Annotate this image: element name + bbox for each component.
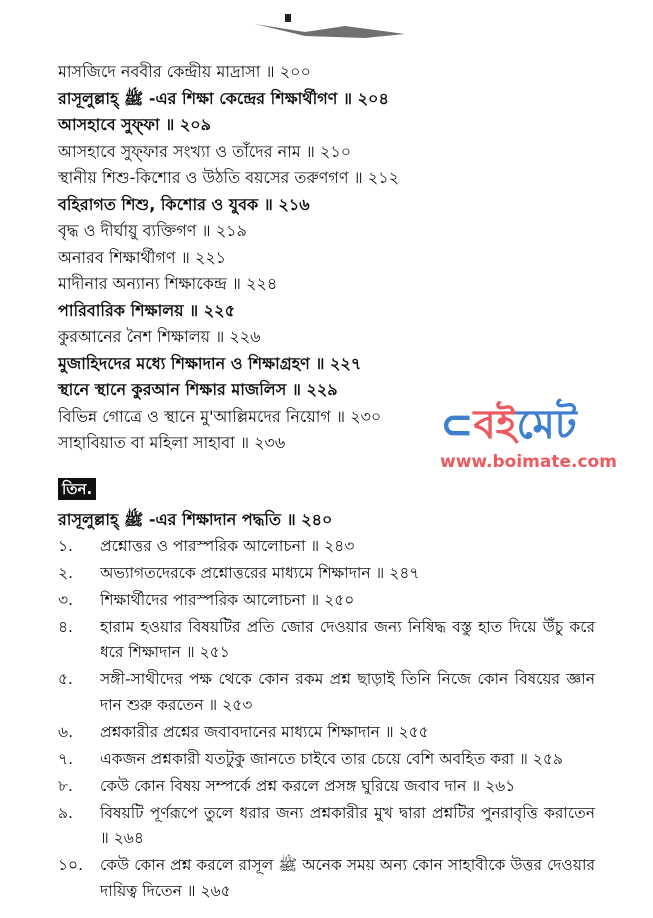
watermark-url: www.boimate.com <box>440 452 617 472</box>
separator: ॥ <box>305 141 315 161</box>
item-title: শিক্ষার্থীদের পারস্পরিক আলোচনা <box>100 590 306 609</box>
toc-entry-page: ২১২ <box>367 168 399 187</box>
numbered-item-row <box>58 853 595 904</box>
numbered-item <box>100 588 595 614</box>
separator: ॥ <box>519 749 528 768</box>
toc-entry <box>58 62 595 82</box>
toc-entry-title: পারিবারিক শিক্ষালয় <box>58 300 184 320</box>
item-title: কেউ কোন প্রশ্ন করলে রাসূল ﷺ অনেক সময় অন্য কোন সাহাবীকে উত্তর দেওয়ার দায়িত্ব দিতেন <box>100 856 595 900</box>
item-page: ২৬৪ <box>113 829 144 847</box>
section-heading <box>58 510 595 530</box>
toc-entry-title: স্থানে স্থানে কুরআন শিক্ষার মাজলিস <box>58 380 287 399</box>
toc-entry <box>58 195 595 215</box>
item-title: হারাম হওয়ার বিষয়টির প্রতি জোর দেওয়ার জন্য নিষিদ্ধ বস্তু হাত দিয়ে উঁচু করে ধরে শিক্ষাদান <box>100 617 595 661</box>
item-page: ২৬৫ <box>200 881 231 900</box>
toc-entry <box>58 301 595 321</box>
numbered-item <box>100 615 595 666</box>
toc-entry-title: বহিরাগত শিশু, কিশোর ও যুবক <box>58 194 259 214</box>
toc-entry <box>58 380 595 400</box>
item-title: অভ্যাগতদেরকে প্রশ্নোত্তরের মাধ্যমে শিক্ষাদান <box>100 563 371 582</box>
toc-part-two <box>58 62 595 460</box>
toc-entry <box>58 89 595 109</box>
toc-entry-title: বৃদ্ধ ও দীর্ঘায়ু ব্যক্তিগণ <box>58 221 197 240</box>
numbered-item-row <box>58 561 595 587</box>
toc-entry <box>58 354 595 374</box>
item-title: প্রশ্নোত্তর ও পারস্পরিক আলোচনা <box>100 536 306 555</box>
item-title: একজন প্রশ্নকারী যতটুকু জানতে চাইবে তার চেয়ে বেশি অবহিত করা <box>100 749 515 768</box>
item-title: সঙ্গী-সাথীদের পক্ষ থেকে কোন রকম প্রশ্ন ছাড়াই তিনি নিজে কোন বিষয়ের জ্ঞান দান শুরু করতেন <box>100 670 595 714</box>
toc-entry-page: ২২১ <box>194 247 227 267</box>
toc-entry-page: ২১৬ <box>278 194 310 214</box>
numbered-item-row <box>58 534 595 560</box>
separator: ॥ <box>471 776 481 795</box>
separator: ॥ <box>186 881 196 900</box>
toc-entry-title: অনারব শিক্ষার্থীগণ <box>58 247 176 267</box>
separator: ॥ <box>215 327 225 346</box>
separator: ॥ <box>310 590 320 609</box>
separator: ॥ <box>310 536 320 555</box>
toc-entry-page: ২৩৬ <box>254 433 286 452</box>
item-number: ৫. <box>58 670 73 688</box>
toc-entry <box>58 168 595 188</box>
numbered-item-row <box>58 747 595 773</box>
separator: ॥ <box>343 88 353 108</box>
toc-entry-title: বিভিন্ন গোত্রে ও স্থানে মু'আল্লিমদের নিয়োগ <box>58 406 331 426</box>
toc-entry-title: মাসজিদে নববীর কেন্দ্রীয় মাদ্রাসা <box>58 62 261 81</box>
toc-entry-page: ২০৪ <box>357 88 389 108</box>
item-page: ২৫৫ <box>398 722 429 741</box>
toc-entry-title: সাহাবিয়াত বা মহিলা সাহাবা <box>58 433 235 452</box>
separator: ॥ <box>208 695 218 714</box>
item-page: ২৬১ <box>485 776 516 795</box>
toc-entry-page: ২১৯ <box>215 221 247 240</box>
separator: ॥ <box>201 221 211 240</box>
toc-entry <box>58 327 595 347</box>
separator: ॥ <box>291 380 301 399</box>
toc-entry-title: স্থানীয় শিশু-কিশোর ও উঠতি বয়সের তরুণগণ <box>58 168 349 187</box>
separator: ॥ <box>100 829 109 847</box>
numbered-item <box>100 853 595 904</box>
numbered-item <box>100 720 595 746</box>
item-number: ৭. <box>58 749 74 768</box>
item-page: ২৫৯ <box>532 749 563 768</box>
item-number: ৩. <box>58 590 74 609</box>
item-number: ১. <box>58 536 73 555</box>
separator: ॥ <box>239 433 249 452</box>
section-heading-title: রাসূলুল্লাহ্ ﷺ -এর শিক্ষাদান পদ্ধতি <box>58 509 282 529</box>
numbered-item <box>100 801 595 852</box>
toc-entry-page: ২২৬ <box>229 327 261 346</box>
numbered-item <box>100 774 595 800</box>
item-page: ২৫১ <box>199 643 230 661</box>
item-page: ২৫৩ <box>222 695 253 714</box>
numbered-item <box>100 667 595 718</box>
numbered-item <box>100 534 595 560</box>
toc-entry-page: ২২৯ <box>306 380 338 399</box>
section-heading-page: ২৪০ <box>301 509 333 529</box>
separator: ॥ <box>185 643 195 661</box>
toc-entry <box>58 274 595 294</box>
item-number: ২. <box>58 563 74 582</box>
numbered-item-row <box>58 667 595 718</box>
item-title: প্রশ্নকারীর প্রশ্নের জবাবদানের মাধ্যমে শিক্ষাদান <box>100 722 380 741</box>
item-number: ৬. <box>58 722 74 741</box>
item-number: ৪. <box>58 617 73 636</box>
toc-entry <box>58 142 595 162</box>
separator: ॥ <box>165 115 175 134</box>
boimate-watermark <box>440 402 645 482</box>
separator: ॥ <box>180 247 190 267</box>
separator: ॥ <box>286 509 296 529</box>
toc-entry-page: ২৩০ <box>350 406 382 426</box>
toc-entry-page: ২২৭ <box>330 353 362 373</box>
item-number: ১০. <box>58 856 84 874</box>
toc-entry-page: ২০০ <box>279 62 311 81</box>
item-page: ২৫০ <box>324 590 355 609</box>
numbered-item-row <box>58 588 595 614</box>
watermark-logo: ⊂বইমেট <box>440 402 577 448</box>
item-number: ৯. <box>58 803 73 822</box>
toc-entry-title: কুরআনের নৈশ শিক্ষালয় <box>58 327 211 346</box>
numbered-item <box>100 747 595 773</box>
separator: ॥ <box>263 194 273 214</box>
numbered-item-row <box>58 615 595 666</box>
toc-entry-title: মাদীনার অন্যান্য শিক্ষাকেন্দ্র <box>58 274 227 293</box>
item-title: কেউ কোন বিষয় সম্পর্কে প্রশ্ন করলে প্রসঙ্গ ঘুরিয়ে জবাব দান <box>100 776 467 795</box>
chapter-label: তিন. <box>58 478 96 500</box>
toc-entry-page: ২০৯ <box>179 115 212 134</box>
toc-entry-title: রাসূলুল্লাহ্ ﷺ -এর শিক্ষা কেন্দ্রের শিক্ষার্থীগণ <box>58 88 338 108</box>
separator: ॥ <box>335 406 346 426</box>
toc-entry-title: মুজাহিদদের মধ্যে শিক্ষাদান ও শিক্ষাগ্রহণ <box>58 353 310 373</box>
item-page: ২৪৩ <box>324 536 355 555</box>
numbered-item <box>100 561 595 587</box>
separator: ॥ <box>265 62 275 81</box>
separator: ॥ <box>189 300 199 320</box>
item-number: ৮. <box>58 776 73 795</box>
toc-entry-page: ২২৫ <box>203 300 235 320</box>
numbered-items <box>58 534 595 906</box>
toc-entry <box>58 221 595 241</box>
numbered-item-row <box>58 720 595 746</box>
toc-entry-title: আসহাবে সুফ্ফার সংখ্যা ও তাঁদের নাম <box>58 141 301 161</box>
separator: ॥ <box>384 722 394 741</box>
separator: ॥ <box>231 274 241 293</box>
separator: ॥ <box>315 353 325 373</box>
numbered-item-row <box>58 774 595 800</box>
toc-entry-title: আসহাবে সুফ্ফা <box>58 115 160 134</box>
item-title: বিষয়টি পূর্ণরূপে তুলে ধরার জন্য প্রশ্নকারীর মুখ দ্বারা প্রশ্নটির পুনরাবৃত্তি করাতেন <box>100 803 595 822</box>
toc-entry <box>58 248 595 268</box>
numbered-item-row <box>58 801 595 852</box>
separator: ॥ <box>353 168 363 187</box>
toc-entry-page: ২২৪ <box>246 274 278 293</box>
toc-entry-page: ২১০ <box>319 141 352 161</box>
separator: ॥ <box>375 563 385 582</box>
toc-entry <box>58 115 595 135</box>
item-page: ২৪৭ <box>389 563 420 582</box>
